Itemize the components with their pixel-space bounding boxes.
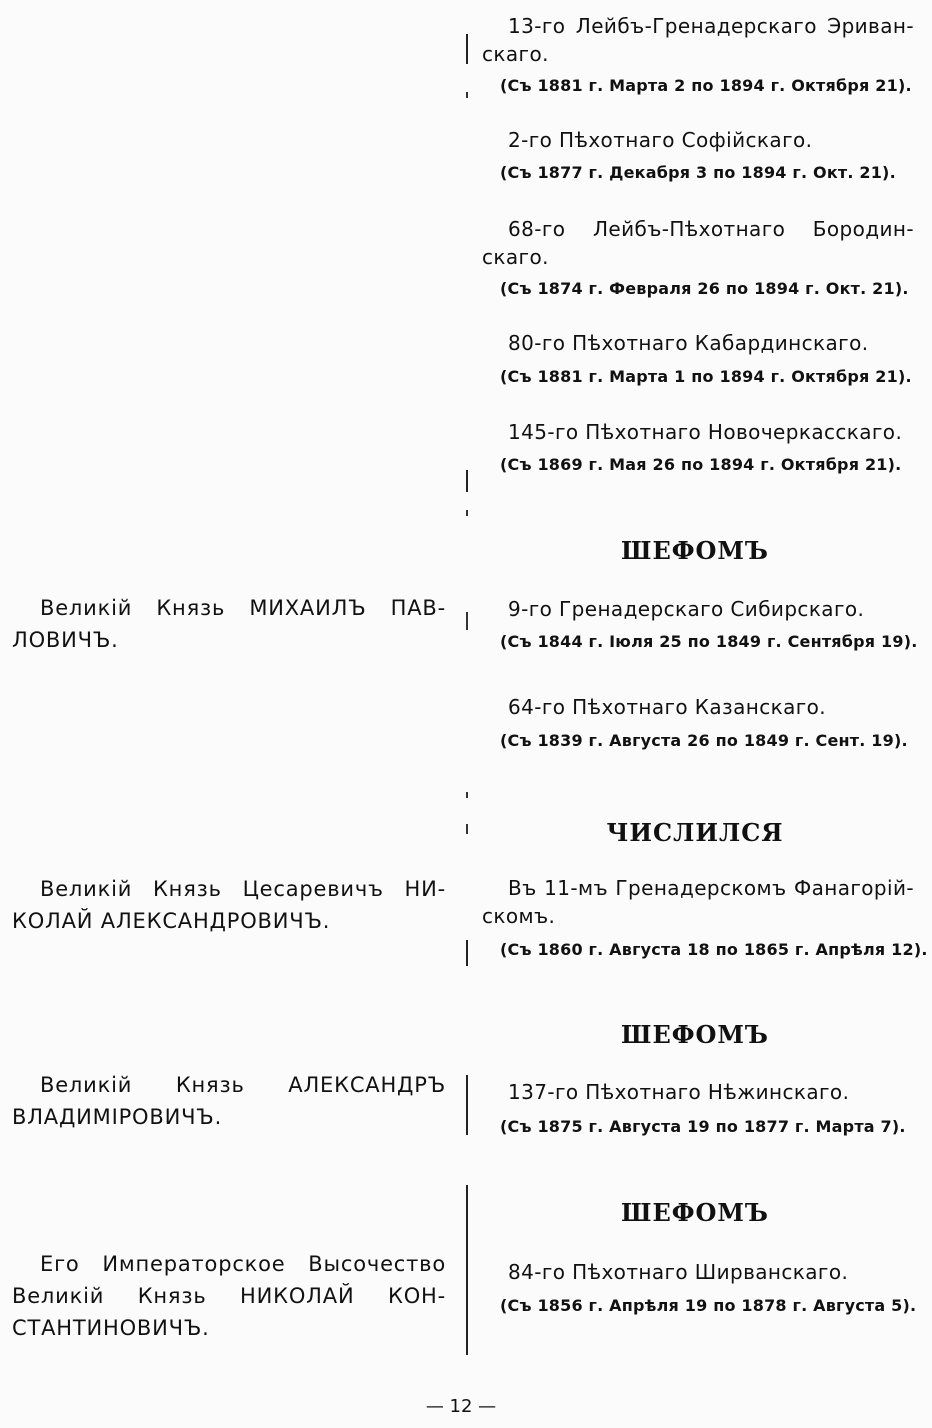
person-name: Великій Князь МИХАИЛЪ ПАВ-	[40, 596, 446, 620]
service-dates: (Съ 1874 г. Февраля 26 по 1894 г. Окт. 21).	[500, 279, 909, 298]
regiment-title-continuation: скаго.	[482, 245, 549, 269]
regiment-title: 145-го Пѣхотнаго Новочеркасскаго.	[508, 420, 903, 444]
regiment-title: 9-го Гренадерскаго Сибирскаго.	[508, 597, 865, 621]
column-divider	[466, 1075, 468, 1135]
section-heading: ШЕФОМЪ	[621, 536, 769, 565]
service-dates: (Съ 1877 г. Декабря 3 по 1894 г. Окт. 21).	[500, 163, 896, 182]
regiment-title: 64-го Пѣхотнаго Казанскаго.	[508, 695, 827, 719]
service-dates: (Съ 1860 г. Августа 18 по 1865 г. Апрѣля 12).	[500, 940, 928, 959]
section-heading: ШЕФОМЪ	[621, 1198, 769, 1227]
regiment-title: 68-го Лейбъ-Пѣхотнаго Бородин-	[508, 217, 914, 241]
column-divider	[466, 940, 468, 966]
column-divider	[466, 510, 468, 516]
page-number: — 12 —	[425, 1396, 497, 1417]
person-name: Великій Князь НИКОЛАЙ КОН-	[12, 1284, 446, 1308]
regiment-title: 80-го Пѣхотнаго Кабардинскаго.	[508, 331, 869, 355]
regiment-title: Въ 11-мъ Гренадерскомъ Фанагорій-	[508, 876, 914, 900]
person-title: Его Императорское Высочество	[40, 1252, 446, 1276]
regiment-title: 84-го Пѣхотнаго Ширванскаго.	[508, 1260, 849, 1284]
service-dates: (Съ 1881 г. Марта 2 по 1894 г. Октября 21).	[500, 76, 912, 95]
service-dates: (Съ 1875 г. Августа 19 по 1877 г. Марта 7).	[500, 1117, 906, 1136]
person-name-continuation: ЛОВИЧЪ.	[12, 628, 119, 652]
regiment-title-continuation: скаго.	[482, 42, 549, 66]
column-divider	[466, 470, 468, 492]
service-dates: (Съ 1881 г. Марта 1 по 1894 г. Октября 21).	[500, 367, 912, 386]
person-name: Великій Князь Цесаревичъ НИ-	[40, 877, 446, 901]
person-name-continuation: КОЛАЙ АЛЕКСАНДРОВИЧЪ.	[12, 909, 331, 933]
service-dates: (Съ 1844 г. Іюля 25 по 1849 г. Сентября 19).	[500, 632, 918, 651]
service-dates: (Съ 1839 г. Августа 26 по 1849 г. Сент. 19).	[500, 731, 908, 750]
regiment-title: 137-го Пѣхотнаго Нѣжинскаго.	[508, 1080, 850, 1104]
regiment-title: 13-го Лейбъ-Гренадерскаго Эриван-	[508, 14, 914, 38]
service-dates: (Съ 1856 г. Апрѣля 19 по 1878 г. Августа 5).	[500, 1296, 917, 1315]
column-divider	[466, 34, 468, 64]
regiment-title: 2-го Пѣхотнаго Софійскаго.	[508, 128, 813, 152]
section-heading: ШЕФОМЪ	[621, 1020, 769, 1049]
column-divider	[466, 92, 468, 98]
person-name: Великій Князь АЛЕКСАНДРЪ	[40, 1073, 446, 1097]
regiment-title-continuation: скомъ.	[482, 904, 556, 928]
service-dates: (Съ 1869 г. Мая 26 по 1894 г. Октября 21).	[500, 455, 902, 474]
person-name-continuation: СТАНТИНОВИЧЪ.	[12, 1316, 210, 1340]
person-name-continuation: ВЛАДИМІРОВИЧЪ.	[12, 1105, 223, 1129]
column-divider	[466, 792, 468, 798]
section-heading: ЧИСЛИЛСЯ	[606, 818, 784, 847]
column-divider	[466, 612, 468, 630]
